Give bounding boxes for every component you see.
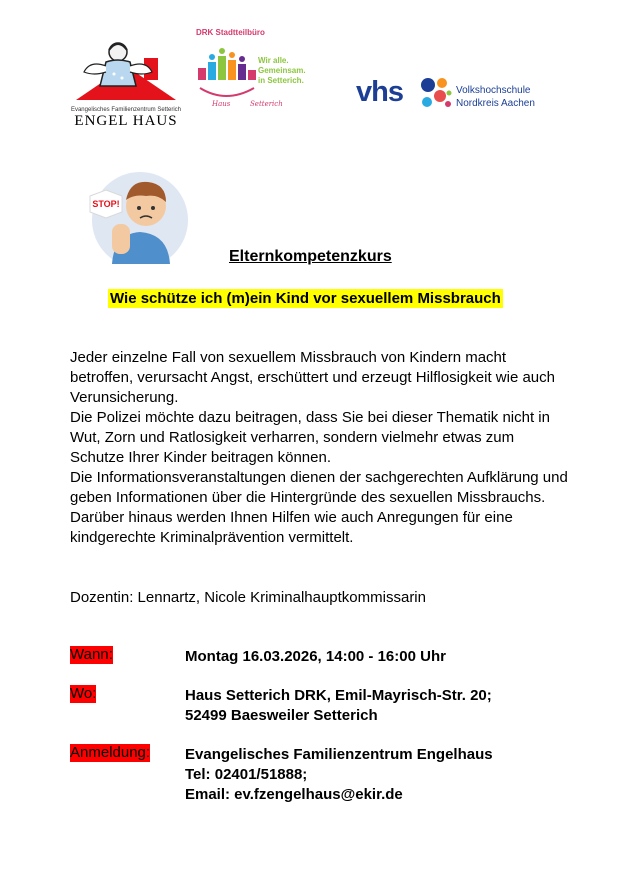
vhs-wordmark: vhs [356, 76, 403, 108]
registration-phone: Tel: 02401/51888; [185, 766, 308, 783]
body-text [70, 348, 570, 548]
vhs-line-1: Volkshochschule [456, 85, 531, 96]
engelhaus-logo [66, 38, 186, 128]
paragraph-1: Jeder einzelne Fall von sexuellem Missbrauch von Kindern macht betroffen, verursacht Angst, erschüttert und erzeugt Hilflosigkeit wie auch Verunsicherung. [70, 349, 555, 406]
drk-logo [192, 28, 328, 118]
drk-slogan-2: Gemeinsam. [258, 66, 306, 75]
where-label: Wo: [70, 685, 97, 702]
vhs-dots-icon [418, 76, 454, 112]
where-line-2: 52499 Baesweiler Setterich [185, 707, 378, 724]
engelhaus-name: ENGEL HAUS [74, 113, 178, 129]
engelhaus-subtitle: Evangelisches Familienzentrum Setterich [70, 107, 182, 113]
paragraph-3: Die Informationsveranstaltungen dienen der sachgerechten Aufklärung und geben Informationen über die Hintergründe des sexuellen Missbrauchs. Darüber hinaus werden Ihnen Hilfen wie auch Anregungen für eine kindgerechte Kriminalprävention vermittelt. [70, 469, 568, 546]
registration-line-1: Evangelisches Familienzentrum Engelhaus [185, 746, 493, 763]
drk-haus: Haus [212, 100, 231, 108]
when-label: Wann: [70, 646, 113, 663]
engelhaus-angel-house-graphic [66, 38, 186, 102]
where-line-1: Haus Setterich DRK, Emil-Mayrisch-Str. 20; [185, 687, 492, 704]
child-stop-icon [84, 168, 188, 264]
drk-people-graphic [196, 44, 258, 104]
lecturer-line: Dozentin: Lennartz, Nicole Kriminalhauptkommissarin [70, 589, 426, 606]
course-title: Elternkompetenzkurs [229, 248, 392, 265]
vhs-logo [356, 76, 546, 116]
course-subtitle: Wie schütze ich (m)ein Kind vor sexuellem Missbrauch [110, 290, 501, 307]
drk-slogan-1: Wir alle. [258, 56, 289, 65]
drk-slogan-3: in Setterich. [258, 76, 304, 85]
drk-title: DRK Stadtteilbüro [196, 28, 265, 37]
vhs-line-2: Nordkreis Aachen [456, 98, 535, 109]
paragraph-2: Die Polizei möchte dazu beitragen, dass Sie bei dieser Thematik nicht in Wut, Zorn und Ratlosigkeit verharren, sondern vielmehr etwas zum Schutze Ihrer Kinder beitragen können. [70, 409, 550, 466]
registration-email: Email: ev.fzengelhaus@ekir.de [185, 786, 403, 803]
registration-label: Anmeldung: [70, 744, 151, 761]
when-value: Montag 16.03.2026, 14:00 - 16:00 Uhr [185, 648, 446, 665]
drk-setterich: Setterich [250, 100, 283, 108]
stop-child-illustration [84, 168, 188, 264]
stop-sign-text: STOP! [92, 199, 120, 209]
